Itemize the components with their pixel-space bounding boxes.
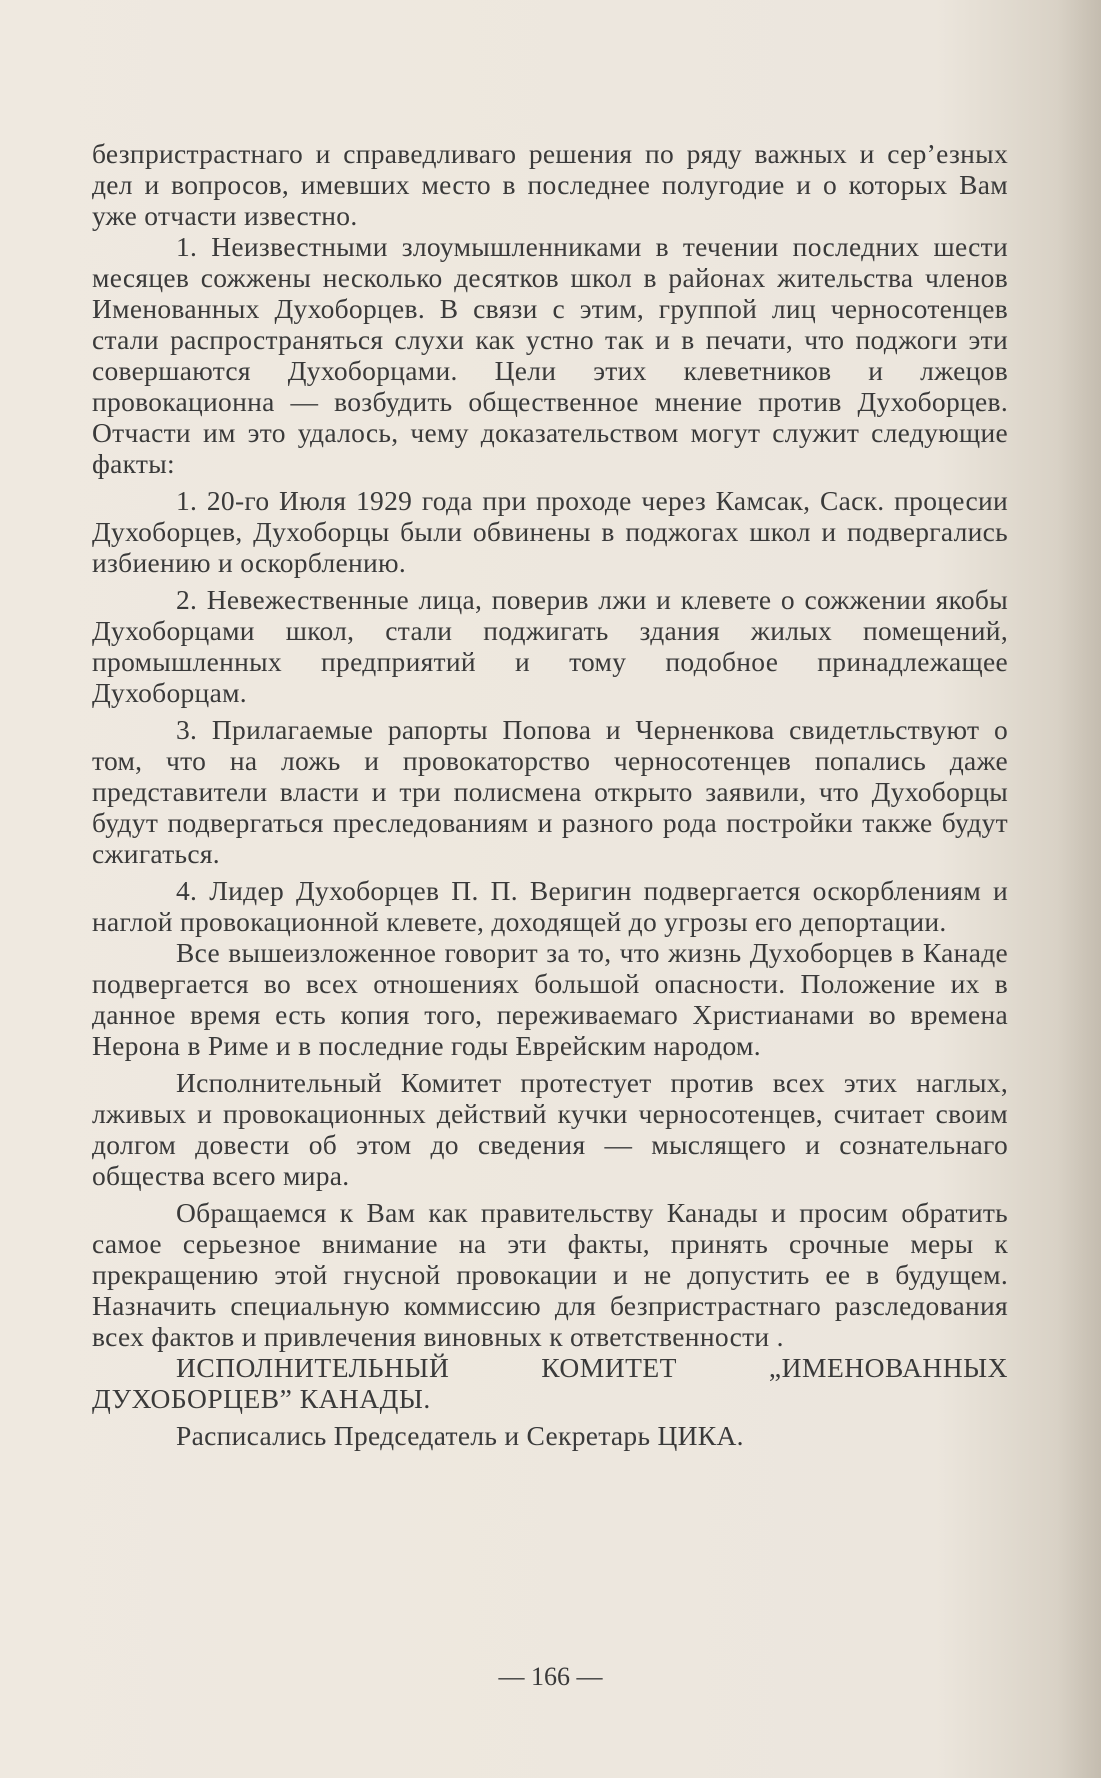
paragraph-appeal: Обращаемся к Вам как правительству Канады и просим обратить самое серьезное внимание на эти факты, принять срочные меры к прекращению этой гнусной провокации и не допустить ее в будущем. Назначить специальную коммиссию для безпристрастнаго разследования всех фактов и привлечения виновных к ответственности .	[92, 1197, 1008, 1352]
page-body	[92, 138, 1008, 1451]
page-number: — 166 —	[498, 1662, 603, 1691]
paragraph-point-1: 1. Неизвестными злоумышленниками в течении последних шести месяцев сожжены несколько десятков школ в районах жительства членов Именованных Духоборцев. В связи с этим, группой лиц черносотенцев стали распространяться слухи как устно так и в печати, что поджоги эти совершаются Духоборцами. Цели этих клеветников и лжецов провокационна — возбудить общественное мнение против Духоборцев. Отчасти им это удалось, чему доказательством могут служит следующие факты:	[92, 231, 1008, 479]
paragraph-fact-3: 3. Прилагаемые рапорты Попова и Черненкова свидетльствуют о том, что на ложь и провокаторство черносотенцев попались даже представители власти и три полисмена открыто заявили, что Духоборцы будут подвергаться преследованиям и разного рода постройки также будут сжигаться.	[92, 714, 1008, 869]
paragraph-summary: Все вышеизложенное говорит за то, что жизнь Духоборцев в Канаде подвергается во всех отношениях большой опасности. Положение их в данное время есть копия того, переживаемаго Христианами во времена Нерона в Риме и в последние годы Еврейским народом.	[92, 937, 1008, 1061]
paragraph-intro: безпристрастнаго и справедливаго решения по ряду важных и сер’езных дел и вопросов, имевших место в последнее полугодие и о которых Вам уже отчасти известно.	[92, 138, 1008, 231]
paragraph-fact-2: 2. Невежественные лица, поверив лжи и клевете о сожжении якобы Духоборцами школ, стали поджигать здания жилых помещений, промышленных предприятий и тому подобное принадлежащее Духоборцам.	[92, 584, 1008, 708]
paragraph-protest: Исполнительный Комитет протестует против всех этих наглых, лживых и провокационных действий кучки черносотенцев, считает своим долгом довести об этом до сведения — мыслящего и сознательнаго общества всего мира.	[92, 1067, 1008, 1191]
paragraph-fact-1: 1. 20-го Июля 1929 года при проходе через Камсак, Саск. процесии Духоборцев, Духоборцы были обвинены в поджогах школ и подвергались избиению и оскорблению.	[92, 485, 1008, 578]
paragraph-fact-4: 4. Лидер Духоборцев П. П. Веригин подвергается оскорблениям и наглой провокационной клевете, доходящей до угрозы его депортации.	[92, 875, 1008, 937]
signature-committee: ИСПОЛНИТЕЛЬНЫЙ КОМИТЕТ „ИМЕНОВАННЫХ ДУХОБОРЦЕВ” КАНАДЫ.	[92, 1352, 1008, 1414]
signature-signed: Расписались Председатель и Секретарь ЦИКА.	[176, 1420, 744, 1451]
